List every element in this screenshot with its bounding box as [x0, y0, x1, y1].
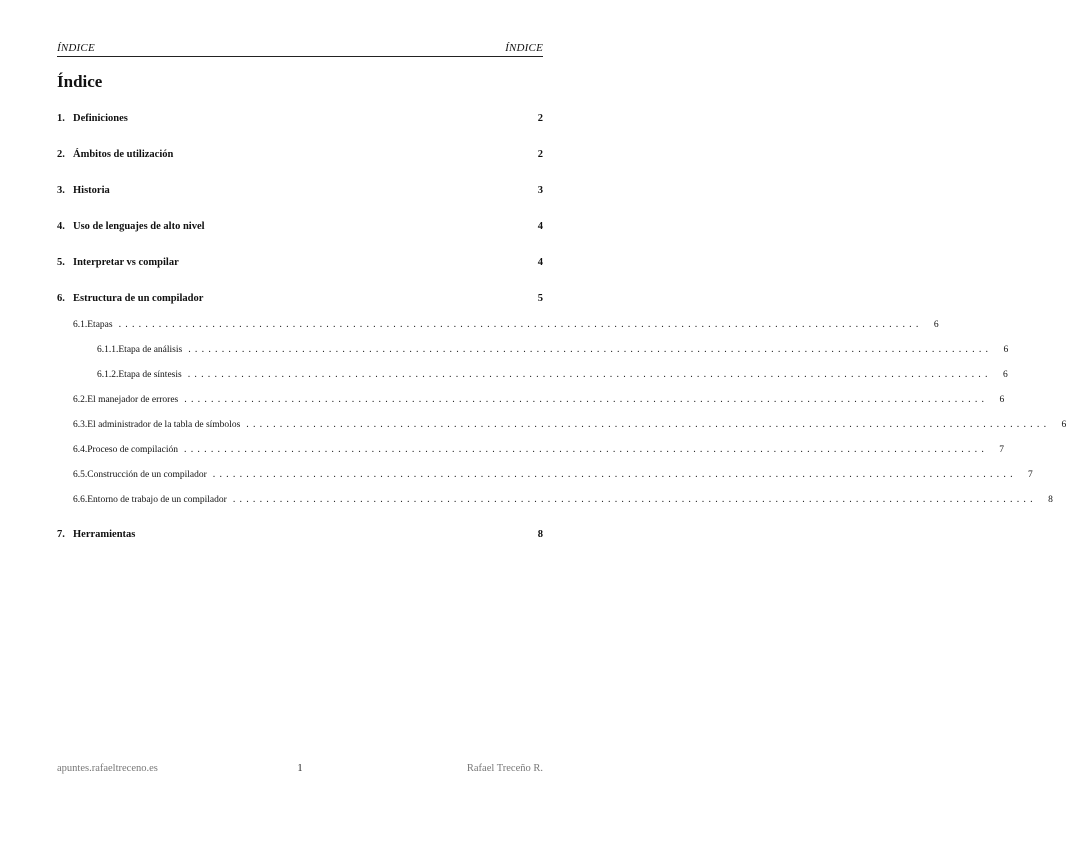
- page-title: Índice: [57, 72, 103, 91]
- toc-entry-page: 7: [999, 445, 1005, 455]
- footer-website: apuntes.rafaeltreceno.es: [57, 763, 158, 774]
- toc-entry-page: 6: [1003, 345, 1009, 355]
- toc-entry-label: El administrador de la tabla de símbolos: [87, 420, 241, 430]
- page-footer: [57, 763, 543, 777]
- toc-entry-label: El manejador de errores: [87, 395, 179, 405]
- toc-entry-number: 6.3.: [73, 420, 88, 430]
- toc-entry[interactable]: [57, 394, 1005, 408]
- toc-entry-leader-dots: ........................................................................................................................: [212, 469, 1017, 480]
- toc-entry[interactable]: [57, 293, 543, 307]
- toc-entry-page: 2: [537, 113, 543, 124]
- toc-entry-page: 7: [1028, 470, 1033, 480]
- toc-entry[interactable]: [57, 469, 1033, 483]
- toc-entry-number: 6.4.: [73, 445, 88, 455]
- toc-entry[interactable]: [57, 149, 543, 163]
- toc-entry-label: Proceso de compilación: [87, 445, 179, 455]
- toc-entry-label: Etapas: [87, 320, 113, 330]
- toc-entry-number: 3.: [57, 185, 65, 196]
- toc-entry-leader-dots: ........................................................................................................................: [232, 494, 1037, 505]
- toc-entry-number: 4.: [57, 221, 65, 232]
- header-right: ÍNDICE: [505, 42, 543, 54]
- toc-entry[interactable]: [57, 185, 543, 199]
- toc-entry-leader-dots: ........................................................................................................................: [188, 344, 993, 355]
- running-header: [57, 42, 543, 57]
- page-number: 1: [297, 763, 303, 774]
- toc-entry[interactable]: [57, 494, 1053, 508]
- toc-entry-page: 6: [1002, 370, 1008, 380]
- toc-entry-page: 6: [933, 320, 939, 330]
- toc-entry-label: Entorno de trabajo de un compilador: [87, 495, 227, 505]
- toc-entry-page: 4: [537, 221, 543, 232]
- toc-entry[interactable]: [57, 257, 543, 271]
- toc-entry-label: Historia: [73, 185, 110, 196]
- toc-entry-label: Definiciones: [73, 113, 128, 124]
- toc-entry-number: 6.1.2.: [97, 370, 119, 380]
- toc-entry-number: 6.1.: [73, 320, 88, 330]
- toc-entry-label: Construcción de un compilador: [87, 470, 207, 480]
- toc-entry-number: 6.5.: [73, 470, 88, 480]
- toc-entry-label: Etapa de síntesis: [118, 370, 182, 380]
- toc-entry-label: Interpretar vs compilar: [73, 257, 179, 268]
- toc-entry[interactable]: [57, 319, 939, 333]
- toc-entry-number: 6.: [57, 293, 65, 304]
- toc-entry[interactable]: [57, 369, 1008, 383]
- toc-entry-number: 6.2.: [73, 395, 88, 405]
- toc-entry-label: Herramientas: [73, 529, 136, 540]
- toc-entry-page: 6: [999, 395, 1005, 405]
- toc-entry-number: 2.: [57, 149, 65, 160]
- toc-entry-leader-dots: ........................................................................................................................: [246, 419, 1051, 430]
- toc-entry-leader-dots: ........................................................................................................................: [184, 444, 989, 455]
- toc-entry-number: 5.: [57, 257, 65, 268]
- toc-entry-leader-dots: ........................................................................................................................: [184, 394, 989, 405]
- toc-entry-leader-dots: ........................................................................................................................: [118, 319, 923, 330]
- toc-entry-number: 7.: [57, 529, 65, 540]
- toc-entry[interactable]: [57, 344, 1009, 358]
- toc-entry-label: Etapa de análisis: [118, 345, 183, 355]
- toc-entry-label: Estructura de un compilador: [73, 293, 204, 304]
- toc-entry-page: 4: [537, 257, 543, 268]
- toc-entry[interactable]: [57, 419, 1066, 433]
- header-left: ÍNDICE: [57, 42, 95, 54]
- toc-entry-number: 6.1.1.: [97, 345, 119, 355]
- toc-entry-number: 6.6.: [73, 495, 88, 505]
- toc-entry[interactable]: [57, 221, 543, 235]
- toc-entry-label: Uso de lenguajes de alto nivel: [73, 221, 205, 232]
- toc-entry-page: 8: [537, 529, 543, 540]
- footer-author: Rafael Treceño R.: [466, 763, 543, 774]
- toc-entry-page: 2: [537, 149, 543, 160]
- toc-entry[interactable]: [57, 444, 1005, 458]
- toc-entry-page: 8: [1048, 495, 1053, 505]
- toc-entry-number: 1.: [57, 113, 65, 124]
- toc-entry-page: 6: [1061, 420, 1066, 430]
- toc-entry-label: Ámbitos de utilización: [73, 149, 174, 160]
- toc-entry-leader-dots: ........................................................................................................................: [187, 369, 992, 380]
- toc-entry-page: 3: [537, 185, 543, 196]
- toc-entry[interactable]: [57, 113, 543, 127]
- toc-entry[interactable]: [57, 529, 543, 543]
- toc-entry-page: 5: [537, 293, 543, 304]
